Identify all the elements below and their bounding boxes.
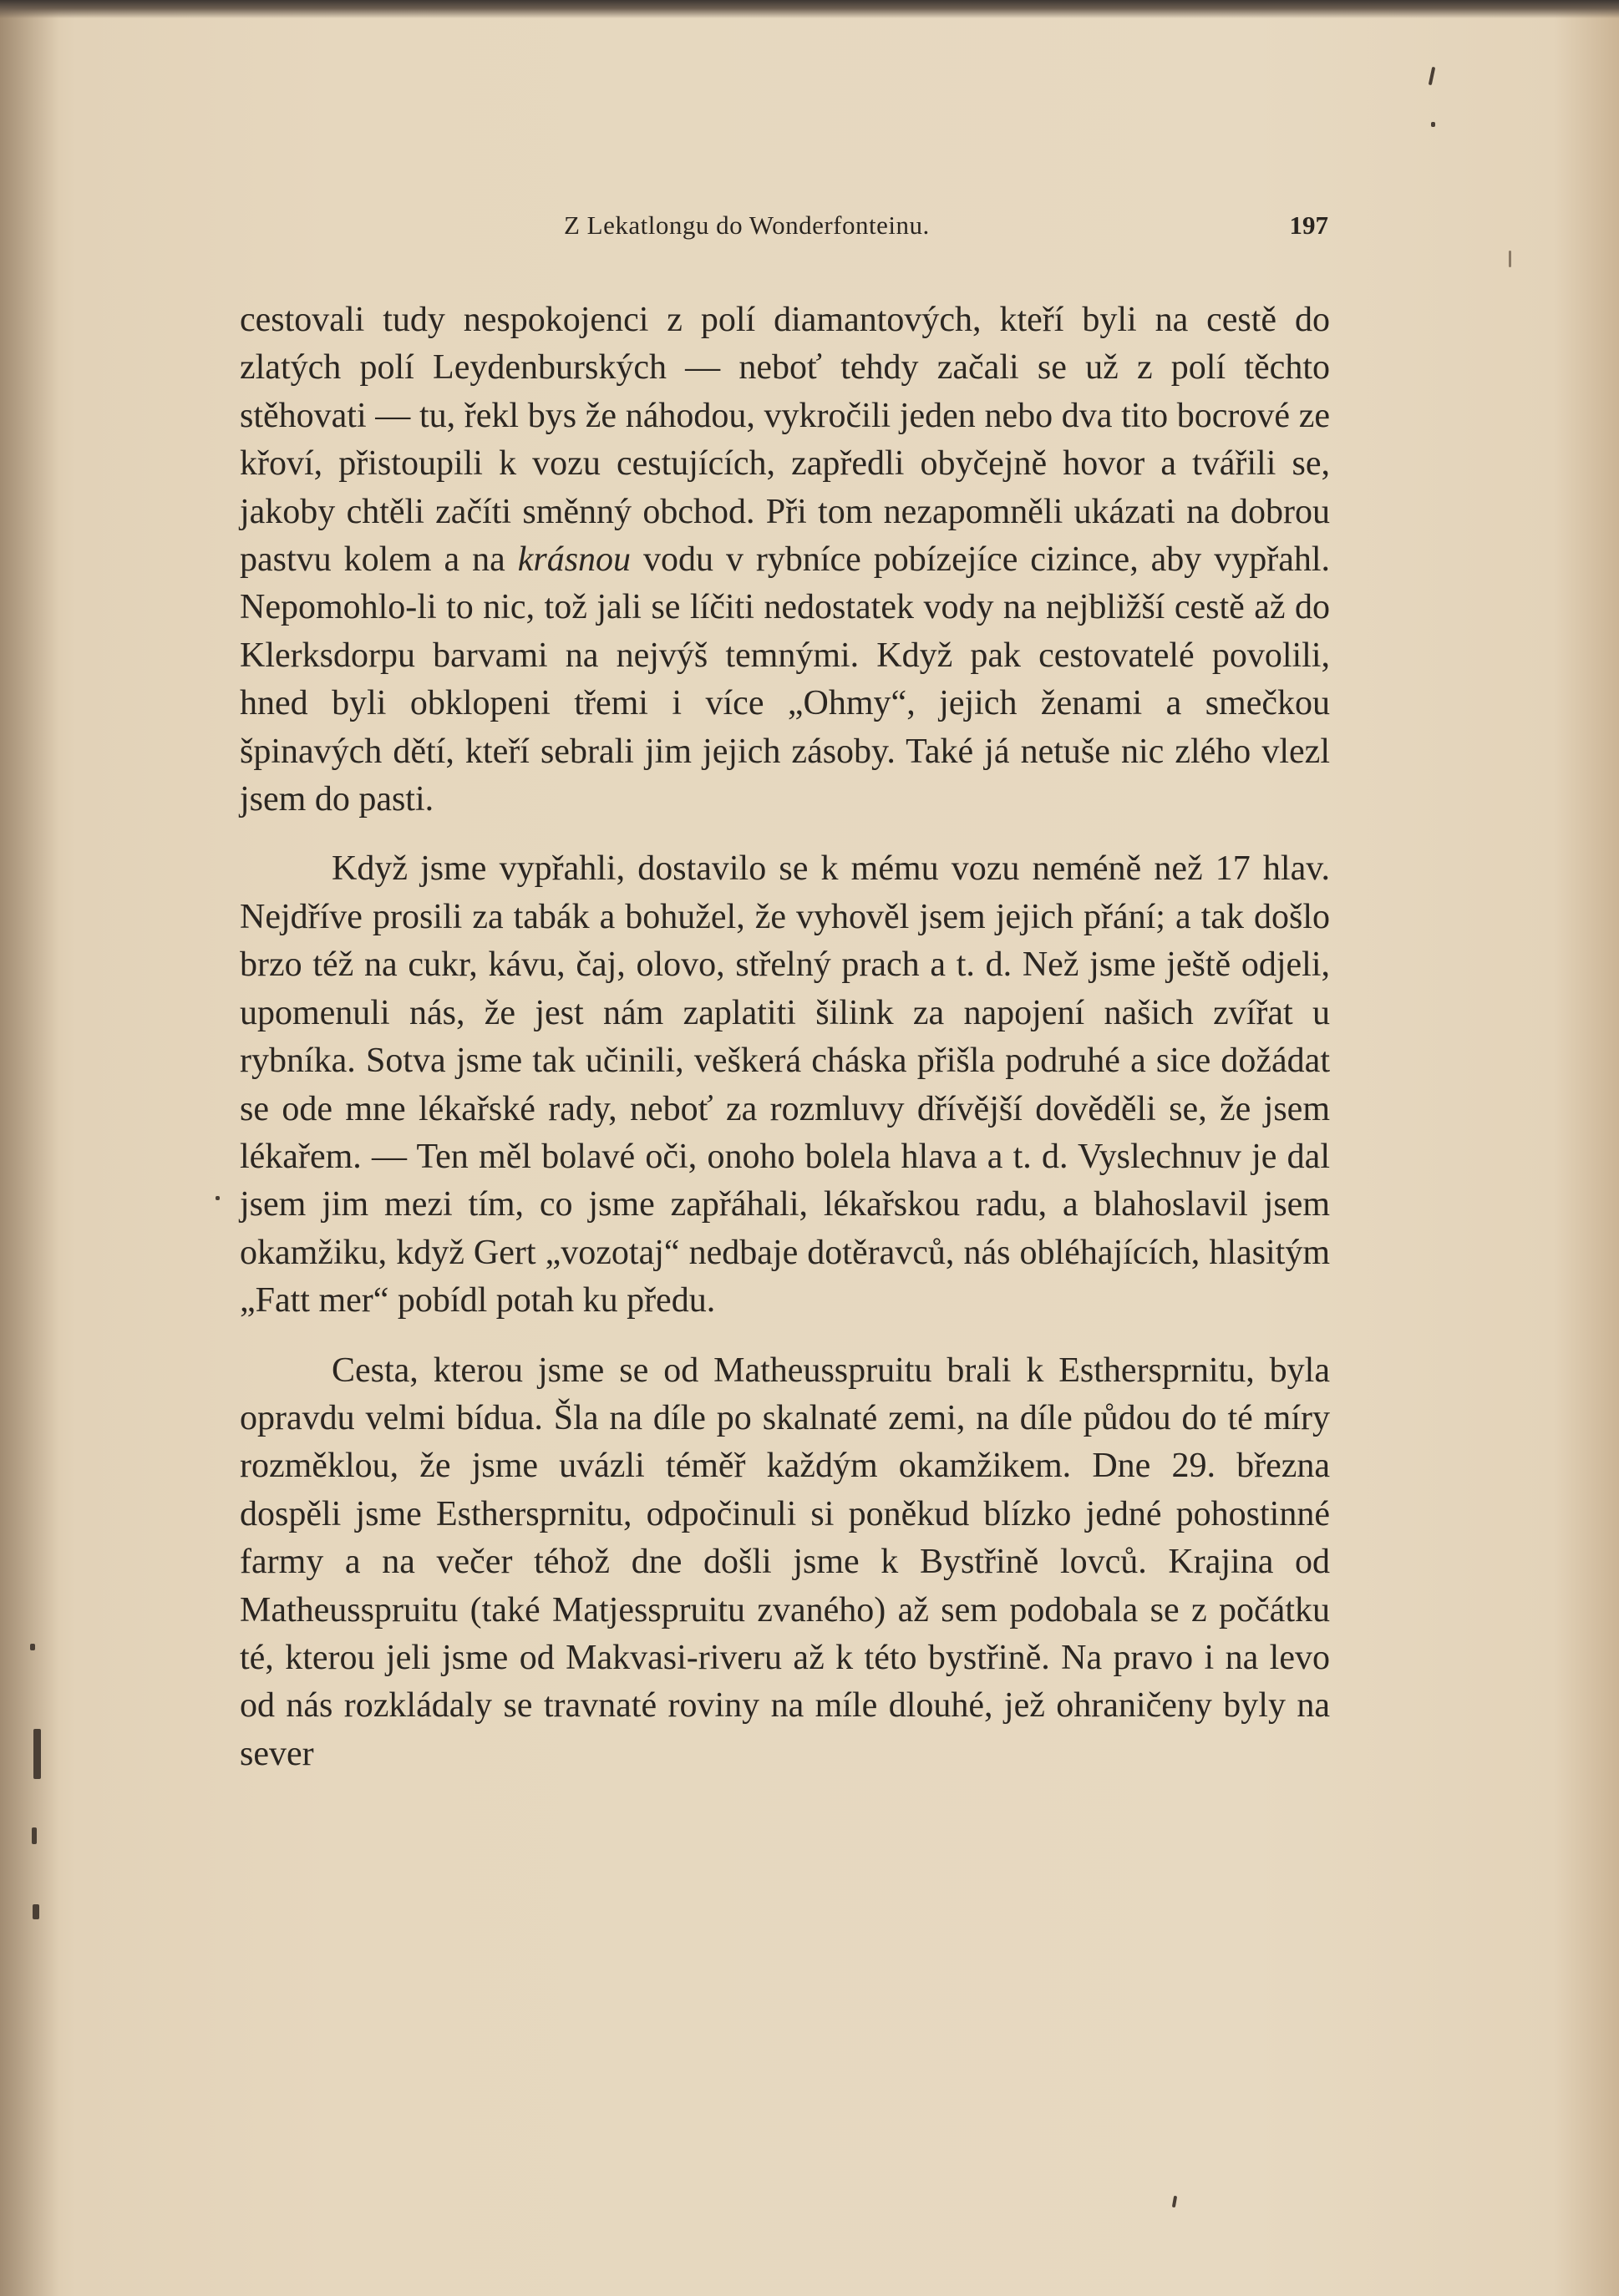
margin-mark-right bbox=[1509, 251, 1511, 267]
paragraph-1-text-end: vodu v rybníce pobízejíce cizince, aby vypřahl. Nepomohlo-li to nic, tož jali se líčiti nedostatek vody na nejbližší cestě až do Klerksdorpu barvami na nejvýš temnými. Když pak cestovatelé povolili, hned byli obklopeni třemi i více „Ohmy“, jejich ženami a smečkou špinavých dětí, kteří sebrali jim jejich zásoby. Také já netuše nic zlého vlezl jsem do pasti. bbox=[240, 540, 1331, 819]
body-text bbox=[240, 297, 1330, 1778]
paragraph-1-emphasis: krásnou bbox=[517, 540, 632, 580]
margin-mark-bottom bbox=[1172, 2196, 1177, 2207]
gutter-shadow bbox=[0, 0, 58, 2296]
running-header bbox=[238, 210, 1328, 252]
margin-mark-left-2 bbox=[33, 1729, 41, 1779]
paragraph-1-text-start: cestovali tudy nespokojenci z polí diamantových, kteří byli na cestě do zlatých polí Leydenburských — neboť tehdy začali se už z polí těchto stěhovati — tu, řekl bys že náhodou, vykročili jeden nebo dva tito bocrové ze křoví, přistoupili k vozu cestujících, zapředli obyčejně hovor a tvářili se, jakoby chtěli začíti směnný obchod. Při tom nezapomněli ukázati na dobrou pastvu kolem a na bbox=[240, 301, 1330, 580]
page-number: 197 bbox=[1289, 210, 1328, 240]
margin-mark-left-4 bbox=[33, 1904, 39, 1919]
margin-mark-left-3 bbox=[32, 1827, 37, 1844]
running-title: Z Lekatlongu do Wonderfonteinu. bbox=[564, 210, 930, 240]
paragraph-3: Cesta, kterou jsme se od Matheusspruitu brali k Esthersprnitu, byla opravdu velmi bídua. Šla na díle po skalnaté zemi, na díle půdou do té míry rozměklou, že jsme uvázli téměř každým okamžikem. Dne 29. března dospěli jsme Esthersprnitu, odpočinuli si poněkud blízko jedné pohostinné farmy a na večer téhož dne došli jsme k Bystřině lovců. Krajina od Matheusspruitu (také Matjesspruitu zvaného) až sem podobala se z počátku té, kterou jeli jsme od Makvasi-riveru až k této bystřině. Na pravo i na levo od nás rozkládaly se travnaté roviny na míle dlouhé, jež ohraničeny byly na sever bbox=[240, 1351, 1330, 1773]
paragraph-1 bbox=[240, 297, 1330, 824]
paragraph-2: Když jsme vypřahli, dostavilo se k mému vozu neméně než 17 hlav. Nejdříve prosili za tabák a bohužel, že vyhověl jsem jejich přání; a tak došlo brzo též na cukr, kávu, čaj, olovo, střelný prach a t. d. Než jsme ještě odjeli, upomenuli nás, že jest nám zaplatiti šilink za napojení našich zvířat u rybníka. Sotva jsme tak učinili, veškerá cháska přišla podruhé a sice dožádat se ode mne lékařské rady, neboť za rozmluvy dřívější dověděli se, že jsem lékařem. — Ten měl bolavé oči, onoho bolela hlava a t. d. Vyslechnuv je dal jsem jim mezi tím, co jsme zapřáhali, lékařskou radu, a blahoslavil jsem okamžiku, když Gert „vozotaj“ nedbaje dotěravců, nás obléhajících, hlasitým „Fatt mer“ pobídl potah ku předu. bbox=[240, 849, 1330, 1320]
margin-mark-text-left bbox=[216, 1196, 220, 1200]
margin-mark-top-right-dot bbox=[1431, 122, 1435, 127]
page-top-edge bbox=[0, 0, 1619, 18]
margin-mark-left-1 bbox=[30, 1644, 35, 1650]
margin-mark-top-right bbox=[1429, 67, 1435, 85]
